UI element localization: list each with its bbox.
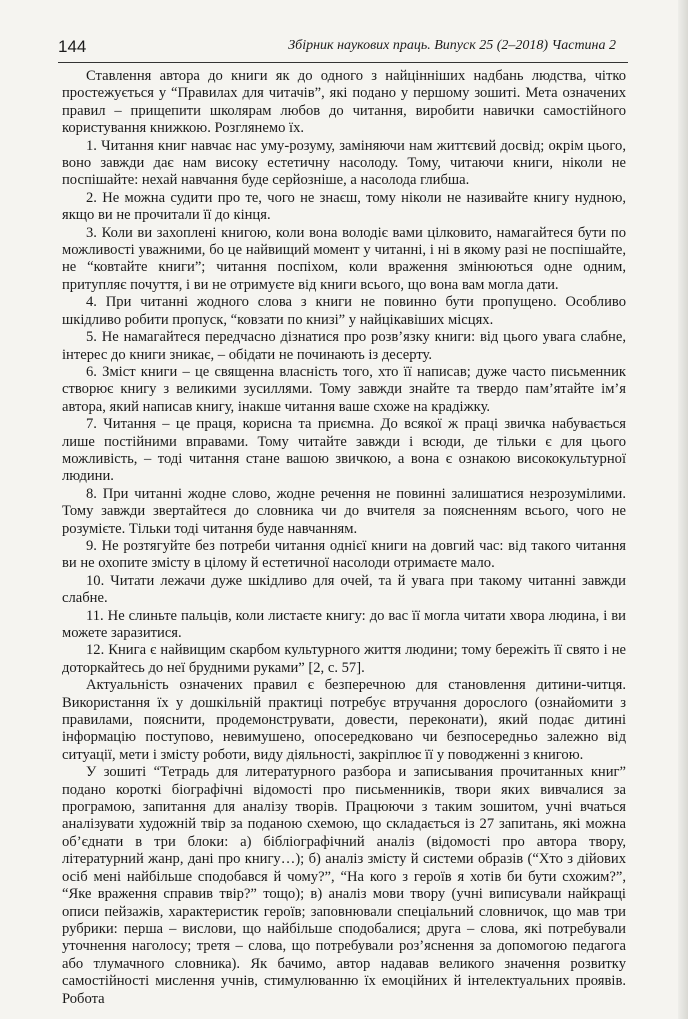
paragraph-rule-9: 9. Не розтягуйте без потреби читання однієї книги на довгий час: від такого читання ви не охопите змісту в цілому й естетичної насолоди отримаєте мало. xyxy=(62,537,626,572)
paragraph-rule-1: 1. Читання книг навчає нас уму-розуму, заміняючи нам життєвий досвід; окрім цього, воно завжди дає нам високу естетичну насолоду. Тому, читаючи книги, ніколи не поспішайте: нехай навчання буде серйозніше, а насолода глибша. xyxy=(62,137,626,189)
paragraph-relevance: Актуальність означених правил є безперечною для становлення дитини-читця. Використання їх у дошкільній практиці потребує втручання дорослого (ознайомити з правилами, пояснити, продемонструвати, довести, переконати), який подає дитині інформацію поступово, невимушено, опосередковано чи безпосередньо залежно від ситуації, мети і змісту роботи, виду діяльності, закріплює її у поводженні з книгою. xyxy=(62,677,626,763)
page-number: 144 xyxy=(58,37,87,56)
paragraph-rule-5: 5. Не намагайтеся передчасно дізнатися про розв’язку книги: від цього увага слабне, інтерес до книги зникає, – обідати не починають із десерту. xyxy=(62,329,626,363)
paragraph-notebook: У зошиті “Тетрадь для литературного разбора и записывания прочитанных книг” подано короткі біографічні відомості про письменників, твори яких вивчалися за програмою, запитання для аналізу творів. Працюючи з таким зошитом, учні вчаться аналізувати художній твір за поданою схемою, що складається із 27 запитань, які можна об’єднати в три блоки: а) бібліографічний аналіз (відомості про автора твору, літературний жанр, дані про книгу…); б) аналіз змісту й системи образів (“Хто з дійових осіб мені найбільше сподобався й чому?”, “На кого з героїв я хотів би бути схожим?”, “Яке враження справив твір?” тощо); в) аналіз мови твору (учні виписували найкращі описи пейзажів, характеристик героїв; заповнювали спеціальний словничок, що мав три рубрики: перша – вислови, що найбільше сподобалися; друга – слова, які потребували уточнення наголосу; третя – слова, що потребували роз’яснення за допомогою педагога або тлумачного словника). Як бачимо, автор надавав великого значення розвитку самостійності мислення учнів, стимулюванню їх емоційних й інтелектуальних проявів. Робота xyxy=(62,764,626,1007)
paragraph-rule-2: 2. Не можна судити про те, чого не знаєш, тому ніколи не називайте книгу нудною, якщо ви не прочитали її до кінця. xyxy=(62,189,626,224)
paragraph-rule-3: 3. Коли ви захоплені книгою, коли вона володіє вами цілковито, намагайтеся бути по можливості уважними, бо це найвищий момент у читанні, і ні в якому разі не поспішайте, не “ковтайте книги”; читання поспіхом, коли враження змінюються одне одним, притупляє почуття, і ви не отримуєте від книги всього, що вона вам могла дати. xyxy=(62,224,626,293)
header-divider xyxy=(58,62,628,63)
paragraph-rule-6: 6. Зміст книги – це священна власність того, хто її написав; дуже часто письменник створює книгу з великими зусиллями. Тому завжди знайте та твердо пам’ятайте ім’я автора, який написав книгу, інакше читання ваше схоже на крадіжку. xyxy=(62,363,626,415)
paragraph-rule-11: 11. Не слиньте пальців, коли листаєте книгу: до вас її могла читати хвора людина, і ви можете заразитися. xyxy=(62,607,626,641)
running-title: Збірник наукових праць. Випуск 25 (2–2018) Частина 2 xyxy=(288,38,616,53)
paragraph-rule-4: 4. При читанні жодного слова з книги не повинно бути пропущено. Особливо шкідливо робити пропуск, “ковзати по книзі” у найцікавіших місцях. xyxy=(62,294,626,328)
paragraph-rule-10: 10. Читати лежачи дуже шкідливо для очей, та й увага при такому читанні завжди слабне. xyxy=(62,572,626,607)
paragraph-intro: Ставлення автора до книги як до одного з найцінніших надбань людства, чітко простежується у “Правилах для читачів”, які подано у першому зошиті. Мета означених правил – прищепити школярам любов до читання, виробити навички самостійного користування книжкою. Розглянемо їх. xyxy=(62,68,626,137)
paragraph-rule-8: 8. При читанні жодне слово, жодне речення не повинні залишатися незрозумілими. Тому завжди звертайтеся до словника чи до вчителя за поясненням всього, чого не розумієте. Тільки тоді читання буде навчанням. xyxy=(62,485,626,537)
paragraph-rule-12: 12. Книга є найвищим скарбом культурного життя людини; тому бережіть її свято і не доторкайтесь до неї брудними руками” [2, с. 57]. xyxy=(62,642,626,676)
page-header xyxy=(58,37,628,61)
paragraph-rule-7: 7. Читання – це праця, корисна та приємна. До всякої ж праці звичка набувається лише постійними вправами. Тому читайте завжди і всюди, де тільки є для цього можливість, – тоді читання стане вашою звичкою, а вона є ознакою висококультурної людини. xyxy=(62,416,626,485)
body-text xyxy=(62,68,626,1008)
